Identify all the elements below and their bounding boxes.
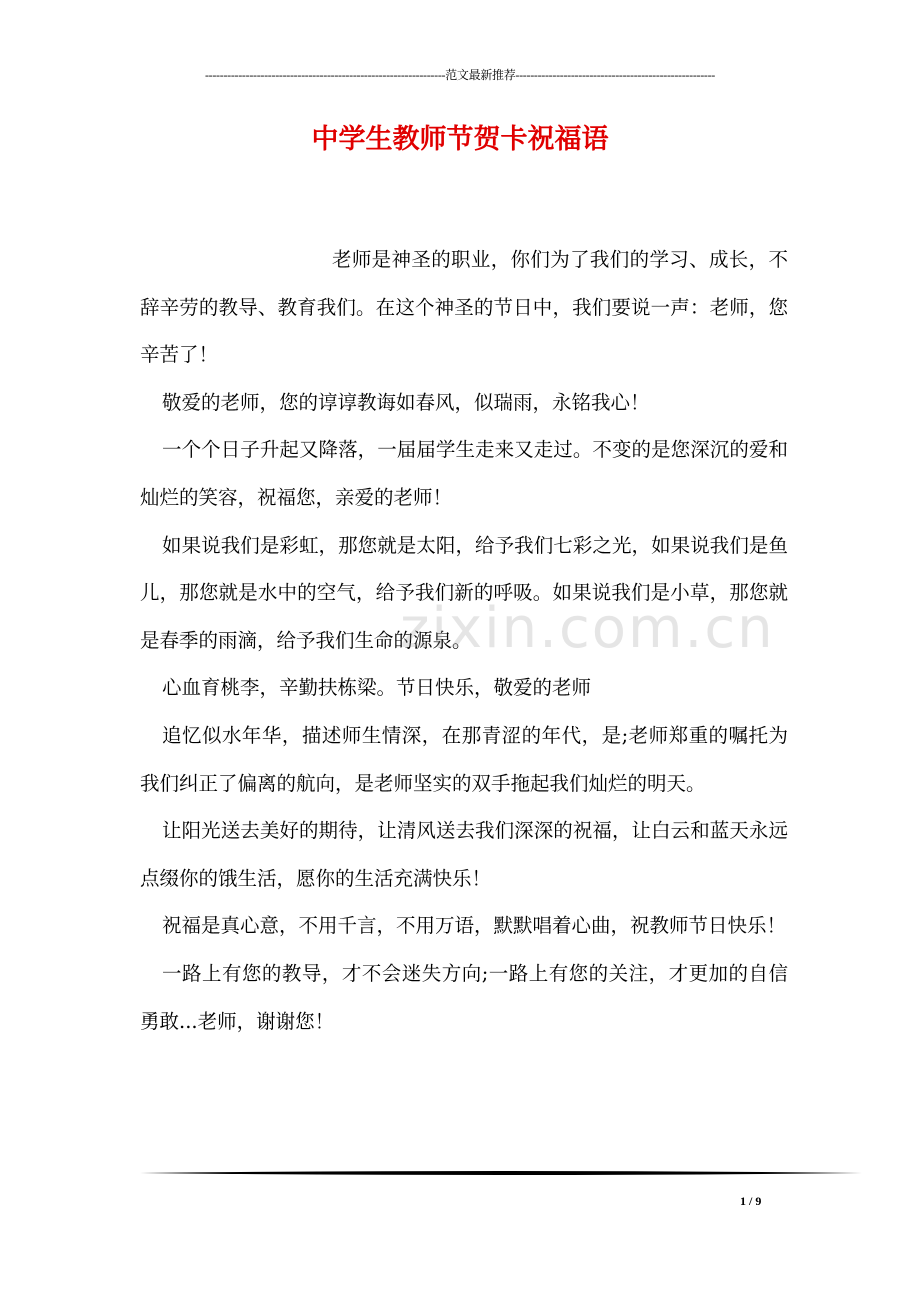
footer-rule xyxy=(140,1170,862,1176)
paragraph-2: 敬爱的老师，您的谆谆教诲如春风，似瑞雨，永铭我心！ xyxy=(162,390,650,414)
document-title: 中学生教师节贺卡祝福语 xyxy=(311,124,609,155)
paragraph-7: 让阳光送去美好的期待，让清风送去我们深深的祝福，让白云和蓝天永远点缀你的饿生活，愿你的生活充满快乐！ xyxy=(140,819,788,890)
paragraph-1: 老师是神圣的职业，你们为了我们的学习、成长，不辞辛劳的教导、教育我们。在这个神圣的节日中，我们要说一声：老师，您辛苦了！ xyxy=(140,248,788,367)
watermark: zixin.com.cn xyxy=(400,596,775,661)
page-number: 1 / 9 xyxy=(740,1194,762,1208)
paragraph-9: 一路上有您的教导，才不会迷失方向;一路上有您的关注，才更加的自信勇敢...老师，谢谢您！ xyxy=(140,961,788,1033)
paragraph-3: 一个个日子升起又降落，一届届学生走来又走过。不变的是您深沉的爱和灿烂的笑容，祝福您，亲爱的老师！ xyxy=(140,438,788,509)
paragraph-8: 祝福是真心意，不用千言，不用万语，默默唱着心曲，祝教师节日快乐！ xyxy=(162,914,787,938)
page-header: -----------------------------------------------------------------范文最新推荐------------------------------------------------------ xyxy=(204,68,716,82)
paragraph-5: 心血育桃李，辛勤扶栋梁。节日快乐，敬爱的老师 xyxy=(162,676,592,700)
paragraph-4: 如果说我们是彩虹，那您就是太阳，给予我们七彩之光，如果说我们是鱼儿，那您就是水中的空气，给予我们新的呼吸。如果说我们是小草，那您就是春季的雨滴，给予我们生命的源泉。 xyxy=(140,533,788,652)
paragraph-6: 追忆似水年华，描述师生情深，在那青涩的年代，是;老师郑重的嘱托为我们纠正了偏离的航向，是老师坚实的双手拖起我们灿烂的明天。 xyxy=(140,723,788,795)
document-body xyxy=(140,236,788,1045)
